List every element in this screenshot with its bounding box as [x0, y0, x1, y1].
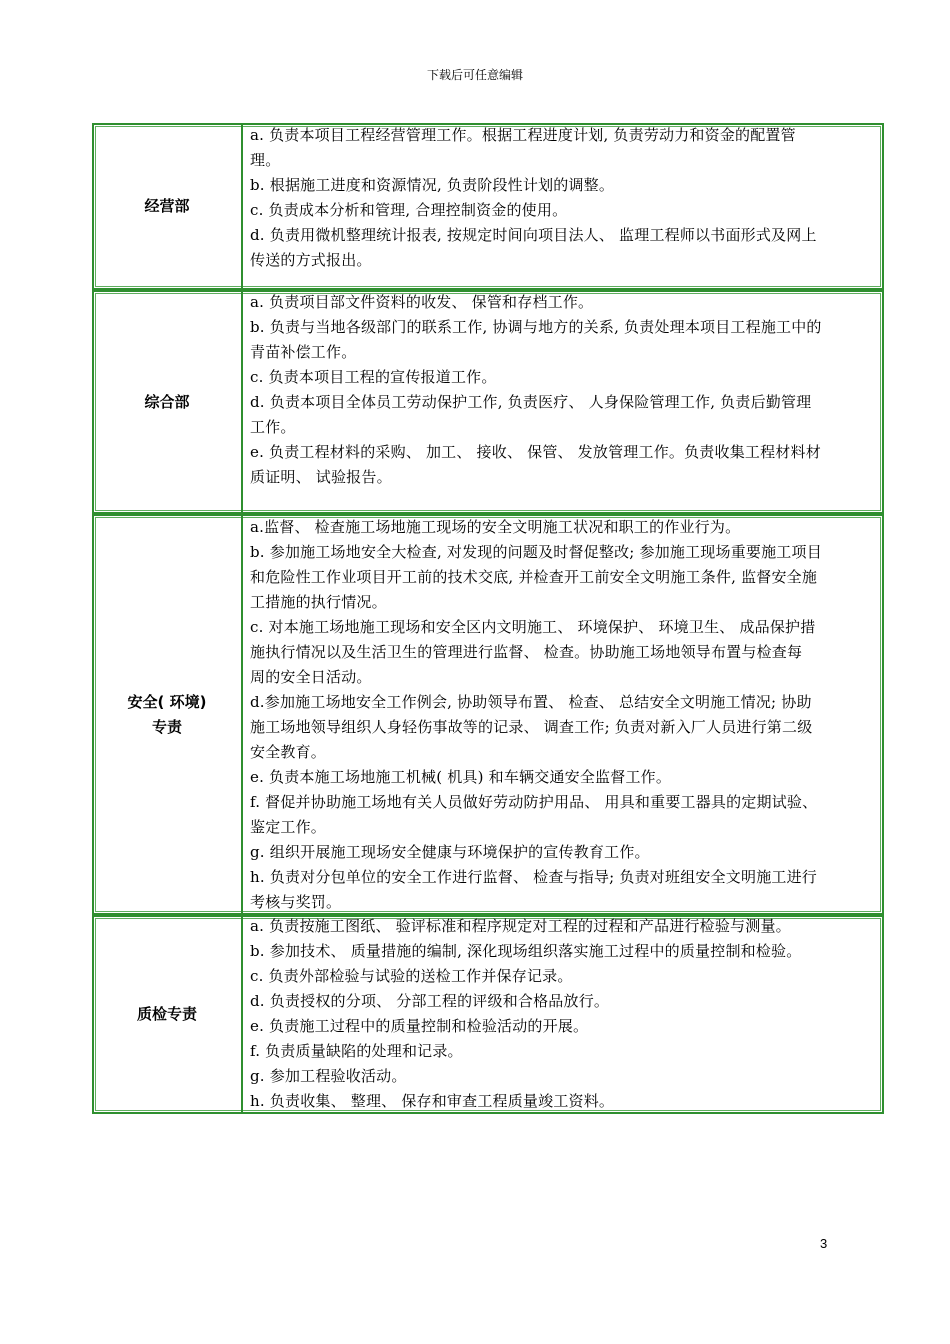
duty-line: e. 负责工程材料的采购、 加工、 接收、 保管、 发放管理工作。负责收集工程材料材 [250, 443, 821, 461]
duty-line: a. 负责项目部文件资料的收发、 保管和存档工作。 [250, 293, 594, 311]
duty-line: a. 负责本项目工程经营管理工作。根据工程进度计划, 负责劳动力和资金的配置管 [250, 126, 796, 144]
duty-line: c. 对本施工场地施工现场和安全区内文明施工、 环境保护、 环境卫生、 成品保护措 [250, 618, 816, 636]
duty-line: d. 负责用微机整理统计报表, 按规定时间向项目法人、 监理工程师以书面形式及网上 [250, 226, 817, 244]
duty-line: d.参加施工场地安全工作例会, 协助领导布置、 检查、 总结安全文明施工情况; 协助 [250, 693, 812, 711]
duty-line: c. 负责外部检验与试验的送检工作并保存记录。 [250, 967, 573, 985]
duty-line: 理。 [250, 151, 281, 169]
department-name: 质检专责 [136, 1005, 197, 1023]
duties-text [250, 290, 876, 490]
page-number: 3 [820, 1236, 828, 1251]
department-name: 综合部 [144, 392, 190, 411]
duty-line: a. 负责按施工图纸、 验评标准和程序规定对工程的过程和产品进行检验与测量。 [250, 917, 791, 935]
duty-line: 施执行情况以及生活卫生的管理进行监督、 检查。协助施工场地领导布置与检查每 [250, 643, 803, 661]
duty-line: 和危险性工作业项目开工前的技术交底, 并检查开工前安全文明施工条件, 监督安全施 [250, 568, 818, 586]
duty-line: 工作。 [250, 418, 296, 436]
duties-text [250, 123, 876, 273]
section-quality-officer [92, 915, 884, 1114]
duty-line: 工措施的执行情况。 [250, 593, 387, 611]
department-name: 经营部 [144, 197, 190, 215]
duty-line: d. 负责授权的分项、 分部工程的评级和合格品放行。 [250, 992, 610, 1010]
duty-line: h. 负责收集、 整理、 保存和审查工程质量竣工资料。 [250, 1092, 615, 1110]
duty-line: c. 负责本项目工程的宣传报道工作。 [250, 368, 497, 386]
section-safety-officer [92, 514, 884, 915]
duty-line: d. 负责本项目全体员工劳动保护工作, 负责医疗、 人身保险管理工作, 负责后勤管理 [250, 393, 812, 411]
duty-line: 周的安全日活动。 [250, 668, 372, 686]
duty-line: 鉴定工作。 [250, 818, 327, 836]
page-header: 下载后可任意编辑 [426, 68, 523, 82]
duty-line: 传送的方式报出。 [250, 251, 372, 269]
duty-line: f. 负责质量缺陷的处理和记录。 [250, 1042, 463, 1060]
duties-text [250, 515, 876, 915]
section-general-dept [92, 290, 884, 514]
duty-line: 安全教育。 [250, 743, 327, 761]
duty-line: 青苗补偿工作。 [250, 343, 357, 361]
duty-line: f. 督促并协助施工场地有关人员做好劳动防护用品、 用具和重要工器具的定期试验、 [250, 793, 818, 811]
duty-line: b. 根据施工进度和资源情况, 负责阶段性计划的调整。 [250, 176, 615, 194]
duty-line: 考核与奖罚。 [250, 893, 342, 911]
duty-line: b. 参加施工场地安全大检查, 对发现的问题及时督促整改; 参加施工现场重要施工项目 [250, 543, 822, 561]
section-business-dept [92, 123, 884, 290]
duty-line: g. 组织开展施工现场安全健康与环境保护的宣传教育工作。 [250, 843, 650, 861]
duty-line: 质证明、 试验报告。 [250, 468, 392, 486]
duty-line: e. 负责本施工场地施工机械( 机具) 和车辆交通安全监督工作。 [250, 768, 672, 786]
duty-line: a.监督、 检查施工场地施工现场的安全文明施工状况和职工的作业行为。 [250, 518, 741, 536]
duties-text [250, 914, 876, 1114]
duty-line: c. 负责成本分析和管理, 合理控制资金的使用。 [250, 201, 568, 219]
duty-line: h. 负责对分包单位的安全工作进行监督、 检查与指导; 负责对班组安全文明施工进行 [250, 868, 817, 886]
duty-line: 施工场地领导组织人身轻伤事故等的记录、 调查工作; 负责对新入厂人员进行第二级 [250, 718, 813, 736]
duty-line: b. 负责与当地各级部门的联系工作, 协调与地方的关系, 负责处理本项目工程施工中的 [250, 318, 822, 336]
duty-line: e. 负责施工过程中的质量控制和检验活动的开展。 [250, 1017, 589, 1035]
duty-line: b. 参加技术、 质量措施的编制, 深化现场组织落实施工过程中的质量控制和检验。 [250, 942, 802, 960]
duty-line: g. 参加工程验收活动。 [250, 1067, 407, 1085]
department-name: 安全( 环境) 专责 [127, 692, 207, 736]
